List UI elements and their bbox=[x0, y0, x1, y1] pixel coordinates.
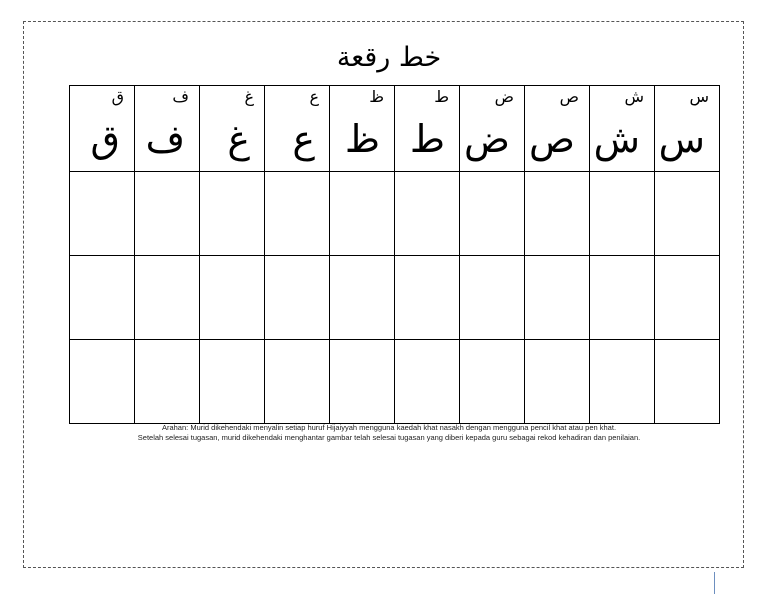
letter-cell-zha bbox=[330, 86, 395, 172]
practice-cell[interactable] bbox=[330, 340, 395, 424]
practice-cell[interactable] bbox=[265, 256, 330, 340]
practice-cell[interactable] bbox=[70, 172, 135, 256]
letter-label: ظ bbox=[369, 87, 384, 106]
letter-cell-ain bbox=[265, 86, 330, 172]
letter-label: ص bbox=[559, 87, 579, 106]
practice-cell[interactable] bbox=[330, 172, 395, 256]
letter-cell-dad bbox=[460, 86, 525, 172]
practice-cell[interactable] bbox=[200, 172, 265, 256]
practice-cell[interactable] bbox=[135, 340, 200, 424]
practice-cell[interactable] bbox=[265, 172, 330, 256]
practice-cell[interactable] bbox=[70, 340, 135, 424]
practice-cell[interactable] bbox=[525, 256, 590, 340]
practice-cell[interactable] bbox=[525, 172, 590, 256]
letter-label: ف bbox=[172, 87, 189, 106]
letter-label: ط bbox=[434, 87, 449, 106]
practice-cell[interactable] bbox=[655, 256, 720, 340]
letter-sample: ع bbox=[292, 117, 315, 161]
practice-cell[interactable] bbox=[135, 256, 200, 340]
practice-cell[interactable] bbox=[70, 256, 135, 340]
practice-cell[interactable] bbox=[200, 256, 265, 340]
letter-cell-ta bbox=[395, 86, 460, 172]
letter-sample: س bbox=[658, 117, 705, 161]
practice-cell[interactable] bbox=[655, 340, 720, 424]
practice-row bbox=[70, 340, 720, 424]
letter-cell-fa bbox=[135, 86, 200, 172]
practice-cell[interactable] bbox=[590, 172, 655, 256]
letter-sample: ط bbox=[409, 117, 445, 161]
practice-row bbox=[70, 256, 720, 340]
letter-cell-sad bbox=[525, 86, 590, 172]
practice-cell[interactable] bbox=[330, 256, 395, 340]
practice-cell[interactable] bbox=[395, 340, 460, 424]
practice-cell[interactable] bbox=[460, 340, 525, 424]
letter-sample: غ bbox=[227, 117, 250, 161]
practice-cell[interactable] bbox=[590, 340, 655, 424]
letter-sample: ق bbox=[90, 117, 120, 161]
practice-cell[interactable] bbox=[460, 256, 525, 340]
letter-sample: ض bbox=[464, 117, 510, 161]
practice-cell[interactable] bbox=[655, 172, 720, 256]
letter-sample: ش bbox=[593, 117, 640, 161]
letter-label: س bbox=[689, 87, 709, 106]
text-cursor bbox=[714, 572, 715, 594]
letter-label: ق bbox=[111, 87, 124, 106]
letter-cell-sin bbox=[655, 86, 720, 172]
letter-cell-qaf bbox=[70, 86, 135, 172]
letter-header-row bbox=[70, 86, 720, 172]
letter-cell-ghain bbox=[200, 86, 265, 172]
practice-cell[interactable] bbox=[135, 172, 200, 256]
letter-cell-shin bbox=[590, 86, 655, 172]
practice-cell[interactable] bbox=[395, 256, 460, 340]
practice-cell[interactable] bbox=[395, 172, 460, 256]
letter-label: غ bbox=[244, 87, 254, 106]
letter-label: ش bbox=[624, 87, 644, 106]
letter-label: ع bbox=[309, 87, 319, 106]
instructions-line-1: Arahan: Murid dikehendaki menyalin setiap huruf Hijaiyyah mengguna kaedah khat nasakh dengan mengguna pencil khat atau pen khat. bbox=[161, 423, 617, 432]
practice-grid bbox=[69, 85, 720, 424]
instructions-line-2: Setelah selesai tugasan, murid dikehendaki menghantar gambar telah selesai tugasan yang diberi kepada guru sebagai rekod kehadiran dan penilaian. bbox=[137, 433, 641, 442]
practice-row bbox=[70, 172, 720, 256]
practice-cell[interactable] bbox=[590, 256, 655, 340]
practice-cell[interactable] bbox=[200, 340, 265, 424]
instructions bbox=[69, 423, 709, 443]
practice-cell[interactable] bbox=[525, 340, 590, 424]
letter-sample: ف bbox=[145, 117, 185, 161]
practice-cell[interactable] bbox=[265, 340, 330, 424]
letter-sample: ظ bbox=[344, 117, 380, 161]
practice-cell[interactable] bbox=[460, 172, 525, 256]
letter-label: ض bbox=[494, 87, 514, 106]
worksheet-title: خط رقعة bbox=[336, 42, 442, 73]
letter-sample: ص bbox=[529, 117, 575, 161]
